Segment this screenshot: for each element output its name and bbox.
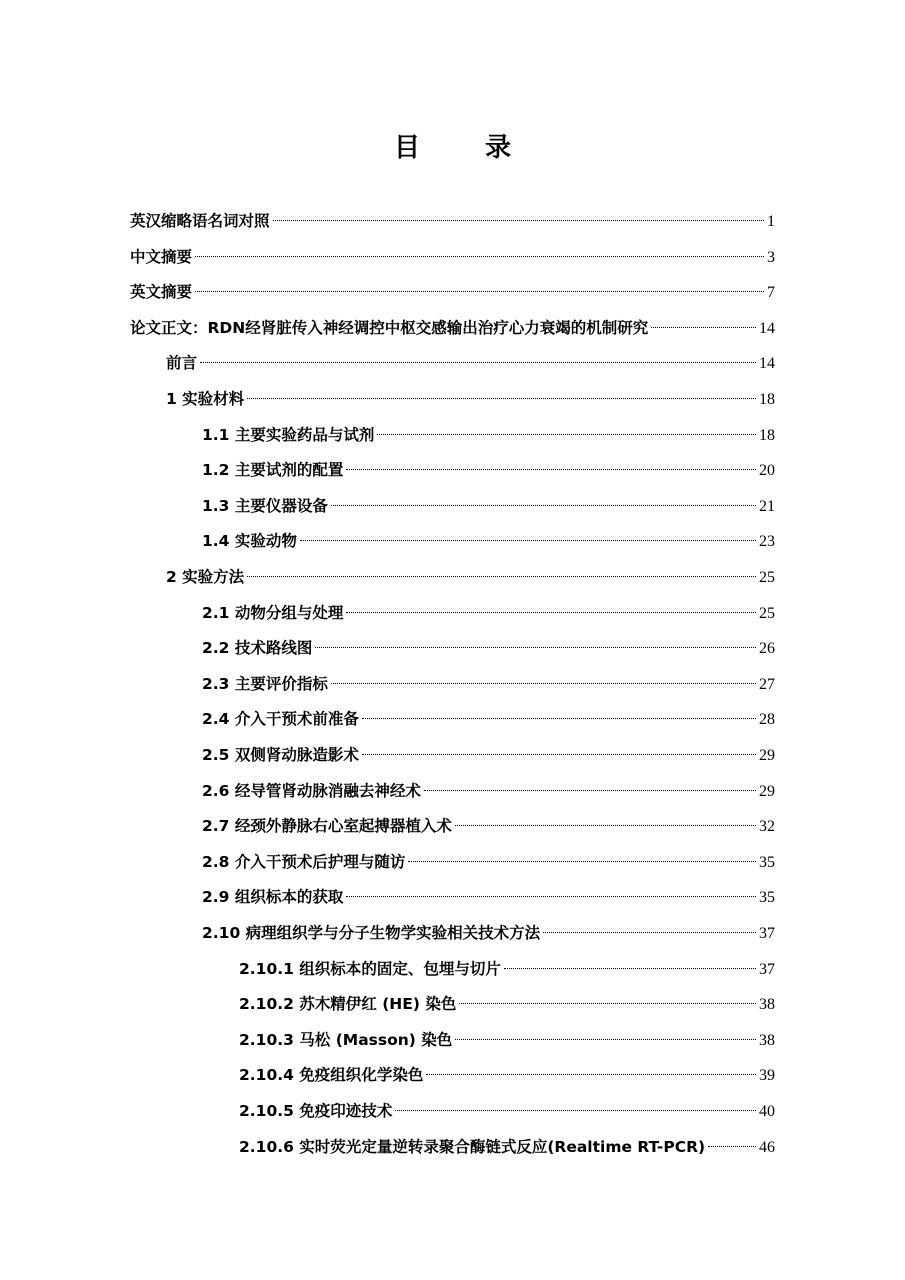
toc-dot-leader (362, 718, 756, 719)
toc-entry-page-number: 39 (759, 1067, 775, 1085)
page-title: 目 录 (393, 133, 540, 163)
toc-entry[interactable] (202, 527, 775, 555)
toc-dot-leader (346, 612, 756, 613)
toc-entry-label: 中文摘要 (130, 247, 193, 266)
toc-dot-leader (455, 825, 756, 826)
toc-entry-page-number: 38 (759, 1031, 775, 1049)
toc-dot-leader (651, 327, 756, 328)
toc-entry-page-number: 27 (759, 675, 775, 693)
toc-entry-label: 2.10.5 免疫印迹技术 (239, 1102, 393, 1120)
toc-entry-page-number: 37 (759, 960, 775, 978)
toc-entry[interactable] (166, 563, 775, 591)
toc-entry-page-number: 29 (759, 747, 775, 764)
toc-dot-leader (459, 1003, 756, 1004)
toc-entry-label: 2.4 介入干预术前准备 (202, 710, 359, 729)
toc-entry[interactable] (202, 599, 775, 627)
toc-entry-label: 前言 (166, 354, 198, 373)
toc-entry-label: 2.7 经颈外静脉右心室起搏器植入术 (202, 817, 452, 836)
toc-dot-leader (346, 469, 756, 470)
toc-entry-label: 1.2 主要试剂的配置 (202, 461, 344, 480)
toc-entry-label: 2.3 主要评价指标 (202, 674, 328, 693)
toc-entry-page-number: 25 (759, 604, 775, 622)
toc-dot-leader (426, 1074, 756, 1075)
toc-dot-leader (346, 896, 756, 897)
toc-entry-page-number: 29 (759, 782, 775, 800)
toc-dot-leader (543, 932, 756, 933)
toc-entry[interactable] (239, 1061, 775, 1089)
toc-entry-page-number: 38 (759, 996, 775, 1014)
toc-entry[interactable] (166, 349, 775, 377)
toc-dot-leader (195, 256, 764, 257)
toc-dot-leader (455, 1039, 756, 1040)
toc-entry[interactable] (130, 314, 775, 342)
toc-entry-label: 2.6 经导管肾动脉消融去神经术 (202, 781, 421, 800)
toc-entry-page-number: 25 (759, 569, 775, 586)
toc-dot-leader (300, 540, 756, 541)
toc-entry-label: 2.5 双侧肾动脉造影术 (202, 746, 359, 764)
toc-entry[interactable] (239, 990, 775, 1018)
toc-dot-leader (247, 398, 756, 399)
toc-entry-label: 2.10.2 苏木精伊红 (HE) 染色 (239, 995, 457, 1014)
toc-entry[interactable] (130, 243, 775, 271)
toc-entry-page-number: 46 (759, 1138, 775, 1156)
toc-dot-leader (315, 647, 756, 648)
toc-entry-page-number: 26 (759, 640, 775, 658)
toc-entry-page-number: 28 (759, 711, 775, 729)
toc-entry-page-number: 18 (759, 391, 775, 408)
toc-entry[interactable] (166, 385, 775, 413)
toc-entry[interactable] (202, 634, 775, 662)
toc-entry[interactable] (202, 456, 775, 484)
toc-entry[interactable] (202, 421, 775, 449)
toc-entry-page-number: 35 (759, 889, 775, 907)
toc-entry[interactable] (130, 278, 775, 306)
toc-entry-page-number: 14 (759, 355, 775, 373)
toc-entry[interactable] (202, 883, 775, 911)
toc-entry[interactable] (202, 812, 775, 840)
toc-entry-label: 1.1 主要实验药品与试剂 (202, 425, 375, 444)
toc-entry-page-number: 21 (759, 497, 775, 515)
toc-entry-label: 2 实验方法 (166, 568, 245, 586)
toc-dot-leader (362, 754, 756, 755)
toc-dot-leader (504, 968, 756, 969)
toc-entry[interactable] (239, 1026, 775, 1054)
toc-dot-leader (424, 790, 756, 791)
toc-entry[interactable] (202, 848, 775, 876)
toc-entry-label: 1 实验材料 (166, 390, 245, 408)
toc-entry-page-number: 3 (767, 248, 775, 266)
toc-entry-page-number: 7 (767, 284, 775, 302)
toc-entry-page-number: 32 (759, 818, 775, 836)
toc-entry-page-number: 35 (759, 853, 775, 871)
toc-entry-page-number: 18 (759, 426, 775, 444)
toc-entry-label: 2.10 病理组织学与分子生物学实验相关技术方法 (202, 924, 541, 942)
toc-dot-leader (331, 683, 756, 684)
toc-entry[interactable] (202, 777, 775, 805)
toc-entry-page-number: 23 (759, 533, 775, 551)
toc-dot-leader (195, 291, 764, 292)
toc-dot-leader (273, 220, 764, 221)
toc-dot-leader (200, 362, 756, 363)
toc-entry-label: 2.10.1 组织标本的固定、包埋与切片 (239, 959, 501, 978)
toc-dot-leader (331, 505, 756, 506)
toc-entry[interactable] (202, 492, 775, 520)
toc-entry-label: 2.9 组织标本的获取 (202, 888, 344, 907)
toc-entry[interactable] (202, 741, 775, 769)
toc-dot-leader (708, 1146, 756, 1147)
toc-entry-label: 论文正文：RDN经肾脏传入神经调控中枢交感输出治疗心力衰竭的机制研究 (130, 318, 649, 337)
toc-entry[interactable] (202, 919, 775, 947)
toc-dot-leader (408, 861, 756, 862)
toc-dot-leader (377, 434, 756, 435)
toc-entry[interactable] (239, 1097, 775, 1125)
toc-entry-page-number: 14 (759, 319, 775, 337)
toc-entry[interactable] (202, 670, 775, 698)
toc-entry-label: 2.8 介入干预术后护理与随访 (202, 852, 406, 871)
toc-entry-label: 1.3 主要仪器设备 (202, 496, 328, 515)
toc-dot-leader (395, 1110, 756, 1111)
toc-entry[interactable] (239, 955, 775, 983)
toc-entry-label: 2.2 技术路线图 (202, 639, 313, 658)
toc-entry-label: 英文摘要 (130, 283, 193, 302)
toc-entry[interactable] (202, 705, 775, 733)
toc-entry-page-number: 40 (759, 1103, 775, 1120)
toc-entry-label: 2.10.4 免疫组织化学染色 (239, 1066, 424, 1085)
toc-entry-label: 1.4 实验动物 (202, 532, 297, 551)
toc-entry-label: 2.10.6 实时荧光定量逆转录聚合酶链式反应(Realtime RT-PCR) (239, 1137, 706, 1156)
toc-entry-page-number: 1 (767, 213, 775, 230)
toc-entry-page-number: 20 (759, 462, 775, 480)
toc-entry[interactable] (239, 1133, 775, 1161)
toc-entry-page-number: 37 (759, 925, 775, 942)
toc-dot-leader (247, 576, 756, 577)
toc-entry[interactable] (130, 207, 775, 235)
toc-entry-label: 2.1 动物分组与处理 (202, 603, 344, 622)
toc-entry-label: 2.10.3 马松 (Masson) 染色 (239, 1030, 453, 1049)
toc-entry-label: 英汉缩略语名词对照 (130, 212, 270, 230)
